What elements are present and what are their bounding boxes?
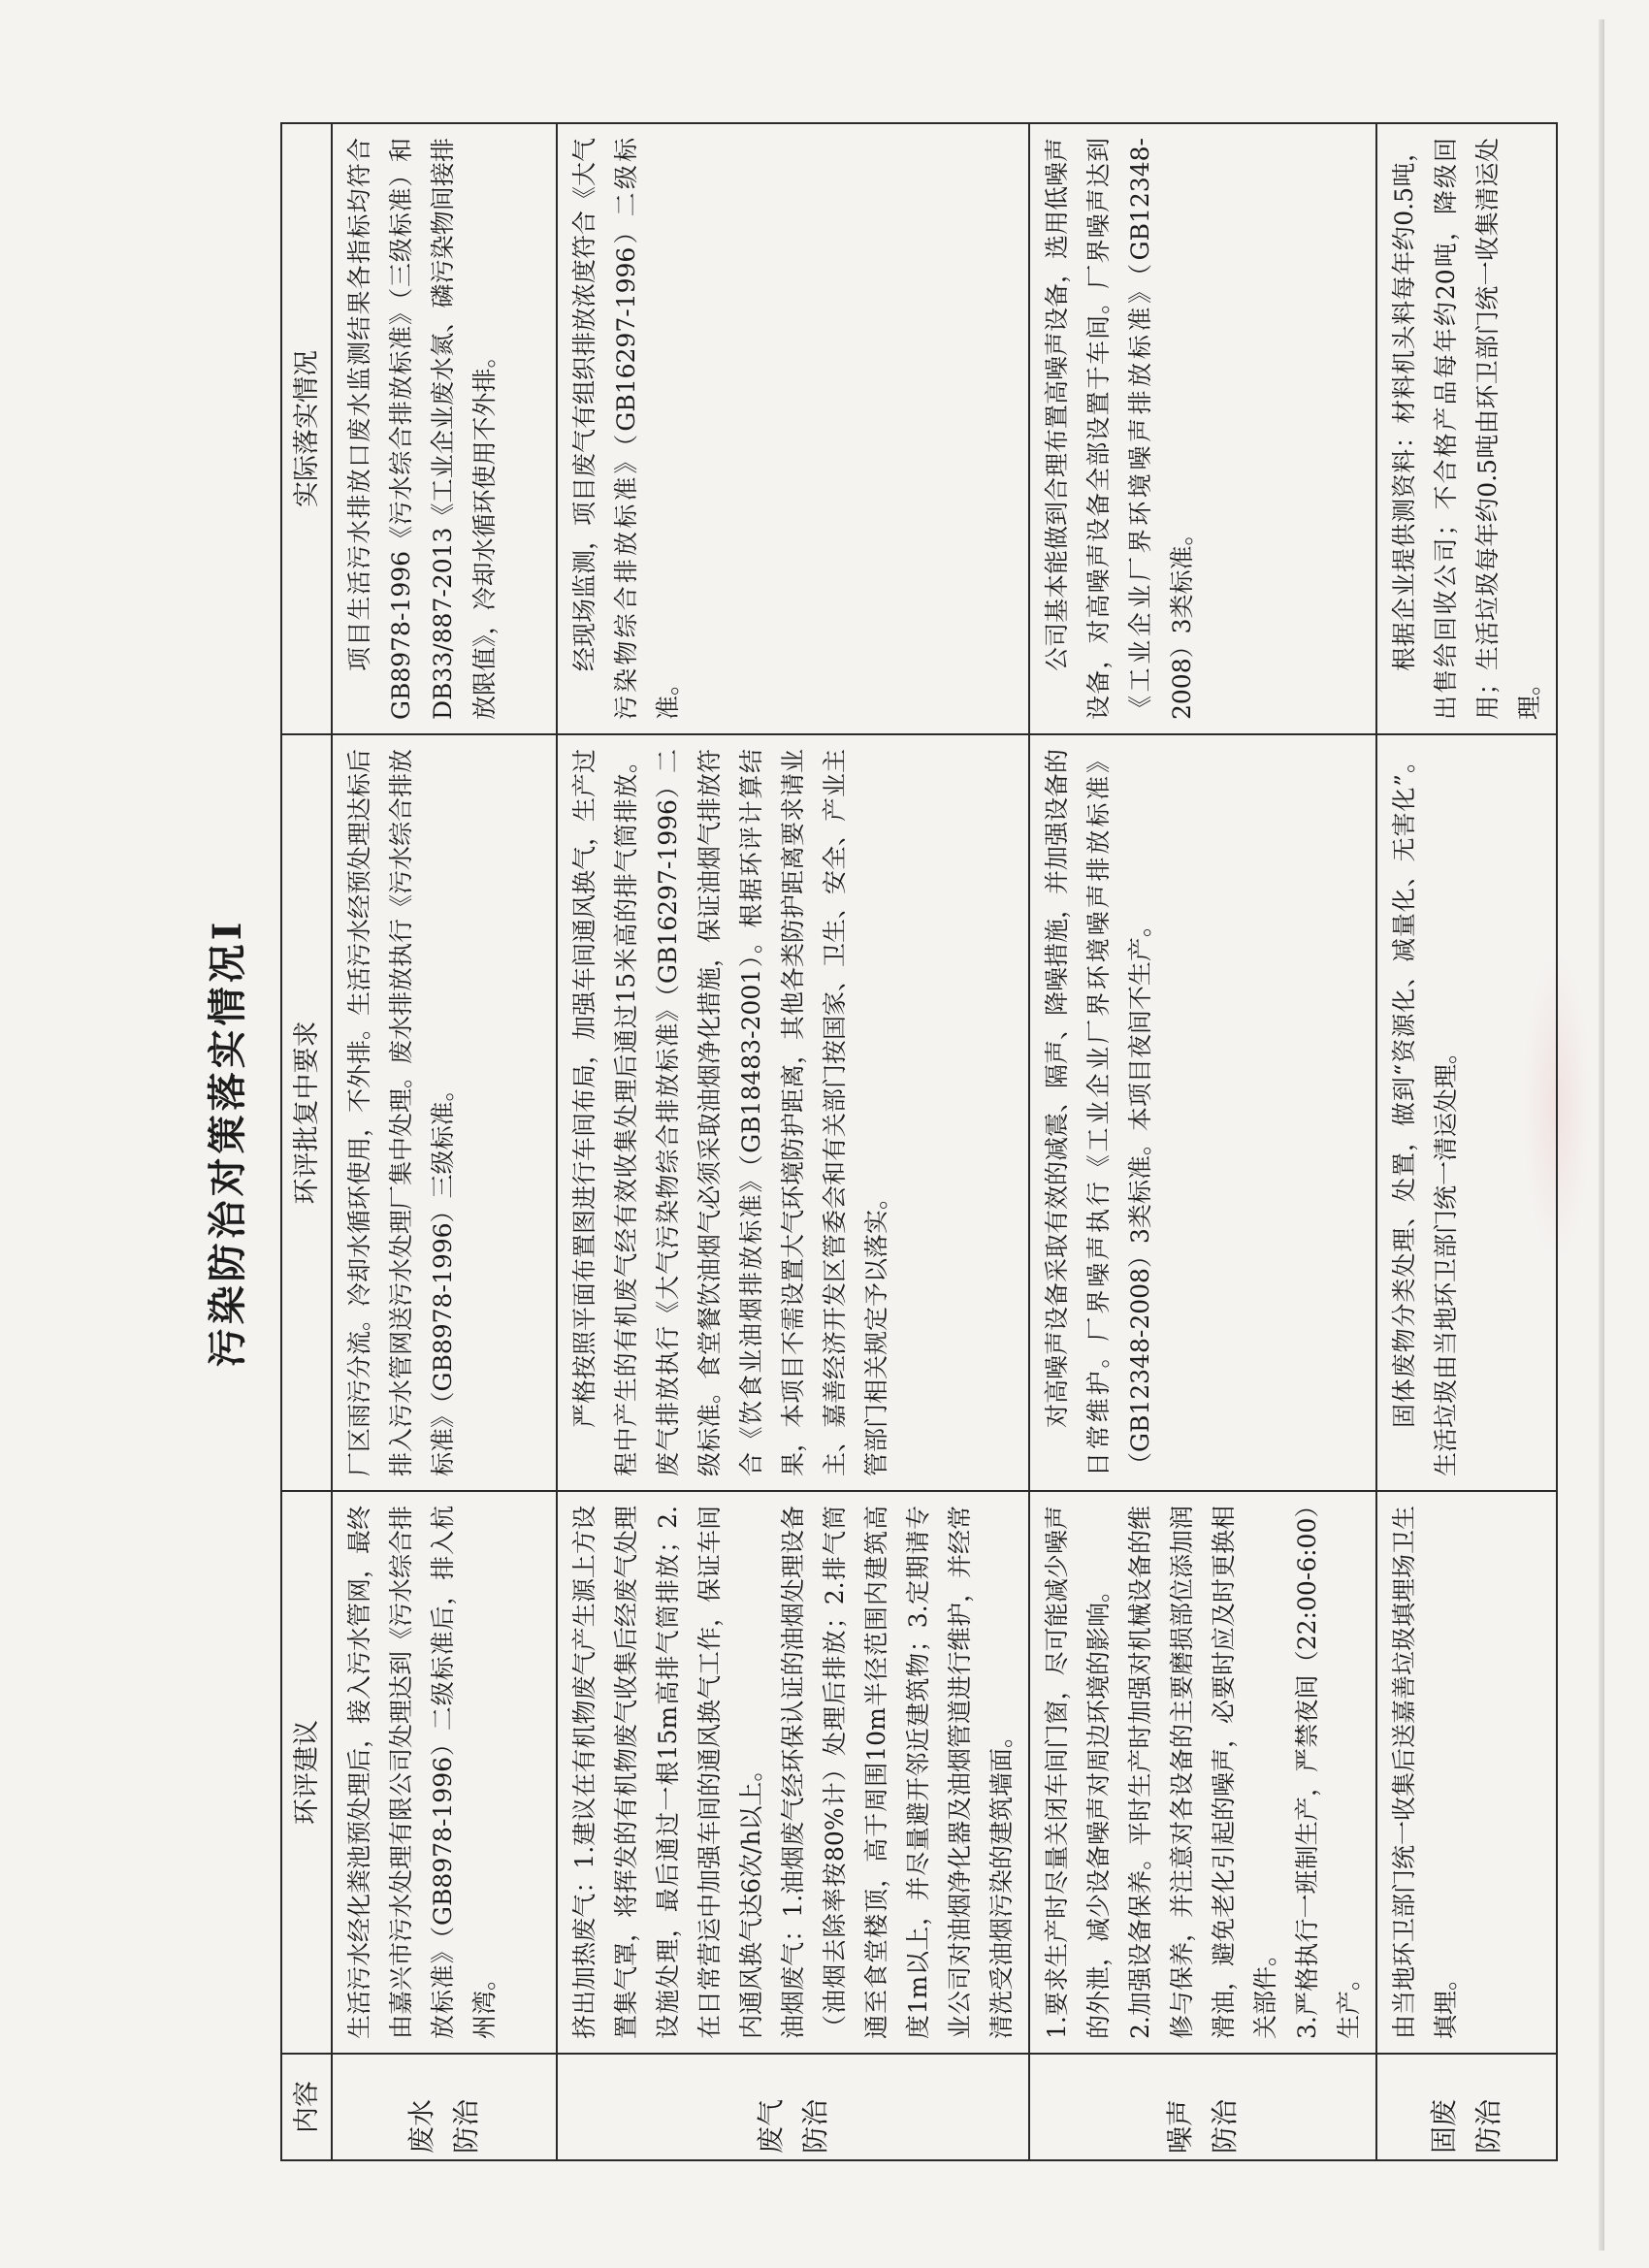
suggestion-wastewater: 生活污水经化粪池预处理后，接入污水管网，最终由嘉兴市污水处理有限公司处理达到《污水综合排放标准》（GB8978-1996）二级标准后，排入杭州湾。 [332,1491,557,2054]
landscape-page [199,124,1543,2161]
actual-wastewater: 项目生活污水排放口废水监测结果各指标均符合GB8978-1996《污水综合排放标准》（三级标准）和DB33/887-2013《工业企业废水氮、磷污染物间接排放限值》，冷却水循环使用不外排。 [332,123,557,734]
category-solid-waste: 固废 防治 [1376,2054,1557,2160]
category-exhaust-gas: 废气 防治 [557,2054,1029,2160]
header-approval-requirement: 环评批复中要求 [281,734,332,1491]
actual-solid-waste: 根据企业提供测资料：材料机头料每年约0.5吨，出售给回收公司；不合格产品每年约20吨，降级回用；生活垃圾每年约0.5吨由环卫部门统一收集清运处理。 [1376,123,1557,734]
category-noise: 噪声 防治 [1029,2054,1376,2160]
category-wastewater: 废水 防治 [332,2054,557,2160]
rotated-document [199,124,1543,2161]
table-row-noise [1029,123,1376,2160]
suggestion-noise: 1.要求生产时尽量关闭车间门窗，尽可能减少噪声的外泄，减少设备噪声对周边环境的影响。 2.加强设备保养。平时生产时加强对机械设备的维修与保养，并注意对各设备的主要磨损部位添加润滑油，避免老化引起的噪声，必要时应及时更换相关部件。 3.严格执行一班制生产，严禁夜间（22:00-6:00）生产。 [1029,1491,1376,2054]
header-actual-status: 实际落实情况 [281,123,332,734]
approval-solid-waste: 固体废物分类处理、处置，做到“资源化、减量化、无害化”。生活垃圾由当地环卫部门统一清运处理。 [1376,734,1557,1491]
table-header-row [281,123,332,2160]
actual-noise: 公司基本能做到合理布置高噪声设备，选用低噪声设备，对高噪声设备全部设置于车间。厂界噪声达到《工业企业厂界环境噪声排放标准》（GB12348-2008）3类标准。 [1029,123,1376,734]
document-title: 污染防治对策落实情况Ⅰ [205,918,250,1368]
page-edge [1599,19,1604,2251]
table-row-exhaust-gas [557,123,1029,2160]
pollution-control-table [280,122,1558,2161]
suggestion-solid-waste: 由当地环卫部门统一收集后送嘉善垃圾填埋场卫生填埋。 [1376,1491,1557,2054]
approval-wastewater: 厂区雨污分流。冷却水循环使用，不外排。生活污水经预处理达标后排入污水管网送污水处理厂集中处理。废水排放执行《污水综合排放标准》（GB8978-1996）三级标准。 [332,734,557,1491]
header-eia-suggestion: 环评建议 [281,1491,332,2054]
approval-exhaust-gas: 严格按照平面布置图进行车间布局，加强车间通风换气，生产过程中产生的有机废气经有效收集处理后通过15米高的排气筒排放。废气排放执行《大气污染物综合排放标准》（GB16297-1996）二级标准。食堂餐饮油烟气必须采取油烟净化措施，保证油烟气排放符合《饮食业油烟排放标准》（GB18483-2001）。根据环评计算结果，本项目不需设置大气环境防护距离，其他各类防护距离要求请业主、嘉善经济开发区管委会和有关部门按国家、卫生、安全、产业主管部门相关规定予以落实。 [557,734,1029,1491]
suggestion-exhaust-gas: 挤出加热废气：1.建议在有机物废气产生源上方设置集气罩，将挥发的有机物废气收集后经废气处理设施处理，最后通过一根15m高排气筒排放；2.在日常营运中加强车间的通风换气工作，保证车间内通风换气达6次/h以上。 油烟废气：1.油烟废气经环保认证的油烟处理设备（油烟去除率按80%计）处理后排放；2.排气筒通至食堂楼顶，高于周围10m半径范围内建筑高度1m以上，并尽量避开邻近建筑物；3.定期请专业公司对油烟净化器及油烟管道进行维护，并经常清洗受油烟污染的建筑墙面。 [557,1491,1029,2054]
actual-exhaust-gas: 经现场监测，项目废气有组织排放浓度符合《大气污染物综合排放标准》（GB16297-1996）二级标准。 [557,123,1029,734]
approval-noise: 对高噪声设备采取有效的减震、隔声、降噪措施，并加强设备的日常维护。厂界噪声执行《工业企业厂界环境噪声排放标准》（GB12348-2008）3类标准。本项目夜间不生产。 [1029,734,1376,1491]
header-content: 内容 [281,2054,332,2160]
table-row-solid-waste [1376,123,1557,2160]
table-row-wastewater [332,123,557,2160]
